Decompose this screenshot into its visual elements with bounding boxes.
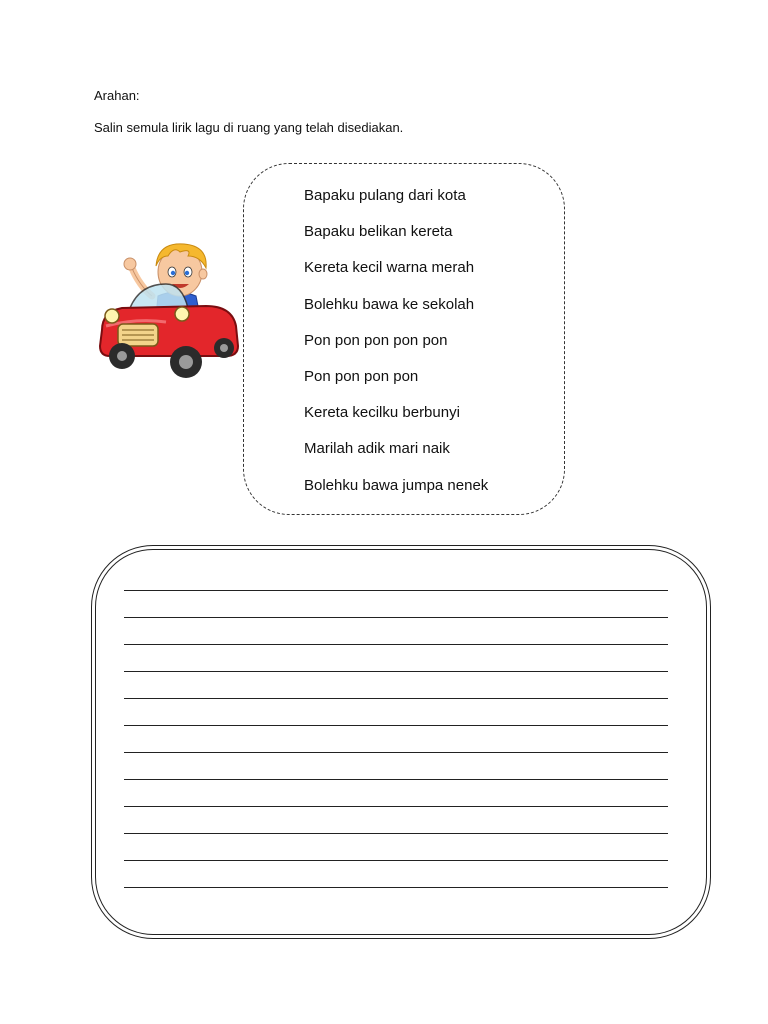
- boy-driving-red-car-icon: [96, 238, 244, 380]
- lyric-line-3: Kereta kecil warna merah: [304, 259, 475, 277]
- writing-line: [124, 617, 668, 618]
- writing-line: [124, 671, 668, 672]
- lyric-line-6: Pon pon pon pon: [304, 367, 419, 385]
- writing-line: [124, 725, 668, 726]
- writing-line: [124, 887, 668, 888]
- instruction-heading: Arahan:: [94, 88, 140, 103]
- writing-line: [124, 590, 668, 591]
- lyric-line-5: Pon pon pon pon pon: [304, 331, 448, 349]
- lyric-line-8: Marilah adik mari naik: [304, 440, 450, 458]
- writing-line: [124, 806, 668, 807]
- lyric-line-9: Bolehku bawa jumpa nenek: [304, 476, 489, 494]
- lyrics-list: [304, 186, 488, 512]
- writing-line: [124, 779, 668, 780]
- writing-line: [124, 833, 668, 834]
- writing-line: [124, 860, 668, 861]
- writing-line: [124, 644, 668, 645]
- writing-line: [124, 698, 668, 699]
- lyric-line-7: Kereta kecilku berbunyi: [304, 404, 460, 422]
- lyric-line-4: Bolehku bawa ke sekolah: [304, 295, 475, 313]
- writing-line: [124, 752, 668, 753]
- writing-area-inner-border: [95, 549, 707, 935]
- lyric-line-1: Bapaku pulang dari kota: [304, 187, 466, 204]
- instruction-text: Salin semula lirik lagu di ruang yang telah disediakan.: [94, 120, 404, 135]
- lyric-line-2: Bapaku belikan kereta: [304, 223, 453, 241]
